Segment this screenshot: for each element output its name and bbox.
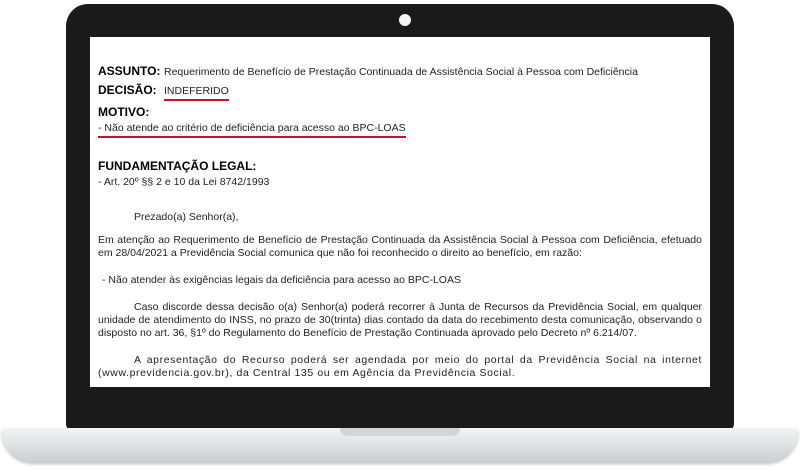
laptop-screen <box>90 37 710 387</box>
assunto-value: Requerimento de Benefício de Prestação Continuada de Assistência Social à Pessoa com Deficiência <box>164 66 638 78</box>
assunto-row <box>98 65 702 79</box>
fundamentacao-value: - Art. 20º §§ 2 e 10 da Lei 8742/1993 <box>98 176 270 188</box>
motivo-value: - Não atende ao critério de deficiência para acesso ao BPC-LOAS <box>98 122 406 138</box>
paragraph-3: A apresentação do Recurso poderá ser agendada por meio do portal da Previdência Social na internet (www.previdencia.gov.br), da Central 135 ou em Agência da Previdência Social. <box>98 354 702 379</box>
decisao-row <box>98 84 702 101</box>
paragraph-1: Em atenção ao Requerimento de Benefício de Prestação Continuada da Assistência Social à Pessoa com Deficiência, efetuado em 28/04/2021 a Previdência Social comunica que não foi reconhecido o direito ao benefício, em razão: <box>98 234 702 259</box>
greeting: Prezado(a) Senhor(a), <box>134 211 239 223</box>
fundamentacao-row <box>98 160 702 173</box>
assunto-label: ASSUNTO: <box>98 64 161 78</box>
fundamentacao-label: FUNDAMENTAÇÃO LEGAL: <box>98 159 257 173</box>
greeting-row <box>98 211 702 224</box>
fundamentacao-value-row <box>98 176 702 189</box>
paragraph-2: Caso discorde dessa decisão o(a) Senhor(a) poderá recorrer à Junta de Recursos da Previdência Social, em qualquer unidade de atendimento do INSS, no prazo de 30(trinta) dias contado da data do recebimento desta comunicação, observando o disposto no art. 36, §1º do Regulamento do Benefício de Prestação Continuada aprovado pelo Decreto nº 6.214/07. <box>98 301 702 339</box>
decisao-value: INDEFERIDO <box>164 85 229 101</box>
motivo-value-row <box>98 122 702 138</box>
camera-icon <box>399 14 411 26</box>
motivo-row <box>98 106 702 119</box>
laptop-notch <box>340 428 460 436</box>
inss-letter <box>90 37 710 380</box>
reason-item-row <box>98 274 702 287</box>
reason-item: - Não atender às exigências legais da deficiência para acesso ao BPC-LOAS <box>102 274 461 286</box>
decisao-label: DECISÃO: <box>98 83 157 97</box>
motivo-label: MOTIVO: <box>98 105 150 119</box>
